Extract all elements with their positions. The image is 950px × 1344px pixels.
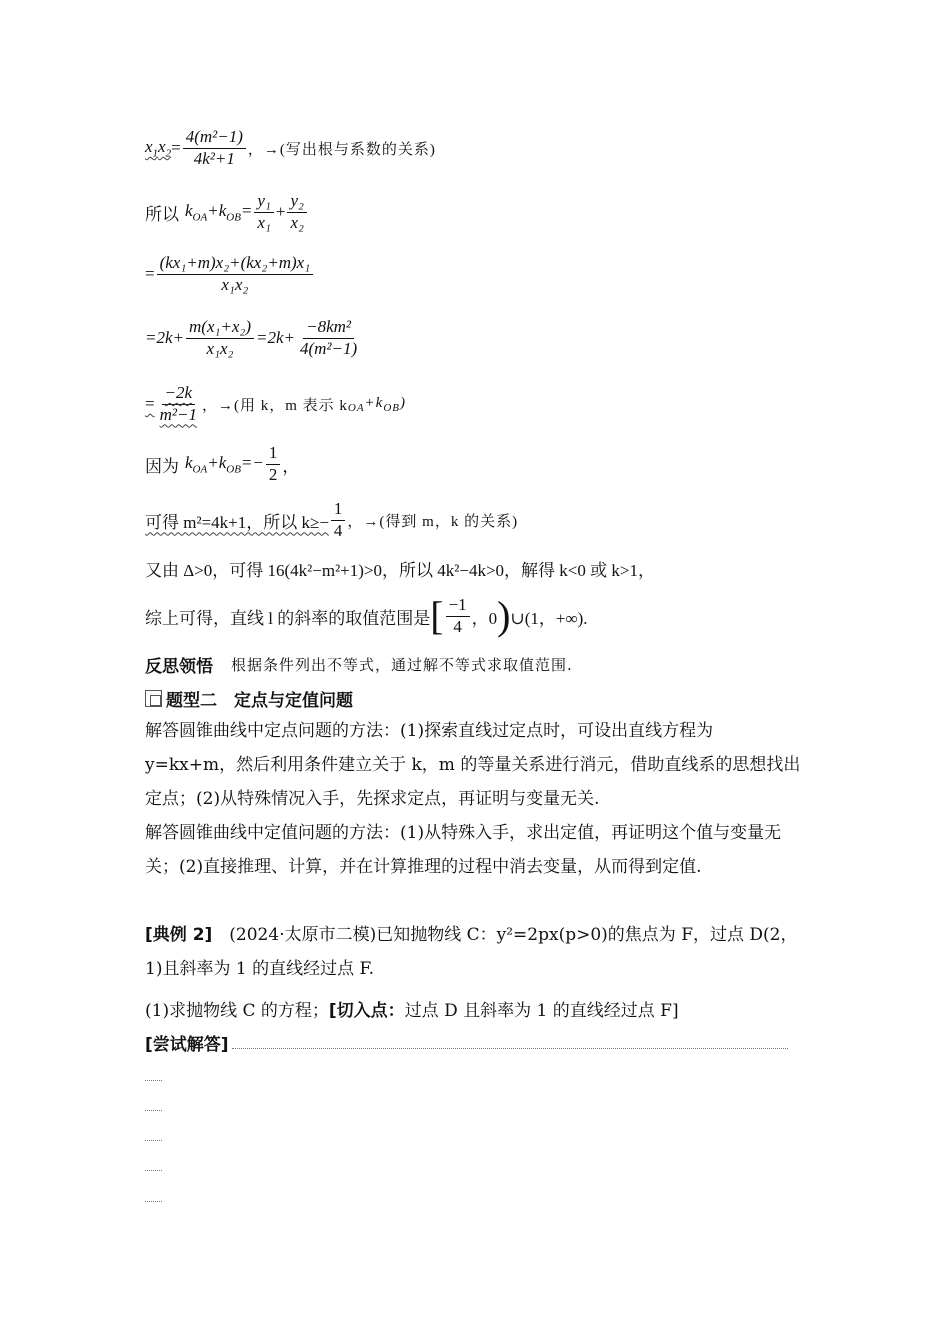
answer-line-4[interactable]	[145, 1170, 162, 1171]
simplify-fraction-2: $\frac{\text{−8km²}}{\text{4(m²−1)}}$	[299, 317, 358, 358]
fixed-point-method-paragraph: 解答圆锥曲线中定点问题的方法：(1)探索直线过定点时，可设出直线方程为 y=kx+m，然后利用条件建立关于 k，m 的等量关系进行消元，借助直线系的思想找出定点；(2)从特殊情况入手，先探求定点，再证明与变量无关.	[145, 721, 801, 809]
range-conclusion-line: 综上可得，直线 l 的斜率的取值范围是 [ $\frac{-1}{4}$ ，0 ) ∪(1，+∞).	[145, 593, 588, 639]
answer-line-0[interactable]	[232, 1048, 788, 1049]
try-answer-line: [尝试解答]	[145, 1035, 229, 1055]
answer-line-5[interactable]	[145, 1201, 162, 1202]
x1x2-expression: $x_1x_2$	[145, 136, 172, 160]
combined-fraction: $\frac{\text{(kx₁+m)x₂+(kx₂+m)x₁}}{\text{x₁x₂}}$	[157, 254, 314, 294]
given-condition-line: 因为 $k_{OA}+k_{OB}=-$ $\frac{1}{2}$ ，	[145, 443, 300, 484]
example-paragraph: [典例 2] (2024·太原市二模)已知抛物线 C：y²=2px(p>0)的焦点为 F，过点 D(2，1)且斜率为 1 的直线经过点 F.	[145, 925, 798, 979]
slope-sum-line: 所以 $k_{OA}+k_{OB}=$ $\frac{\text{y₁}}{\text{x₁}}$ + $\frac{\text{y₂}}{\text{x₂}}$	[145, 192, 309, 232]
quarter-fraction: $\frac{1}{4}$	[331, 500, 346, 540]
vieta-product-fraction: $\frac{\text{4(m²−1)}}{\text{4k²+1}}$	[183, 128, 246, 168]
m-k-relation-line: 可得 m²=4k+1，所以 k≥− $\frac{1}{4}$ ，→(得到 m，k 的关系)	[145, 499, 519, 540]
reflection-line: 反思领悟 根据条件列出不等式，通过解不等式求取值范围.	[145, 656, 573, 677]
discriminant-line: 又由 Δ>0，可得 16(4k²−m²+1)>0，所以 4k²−4k>0，解得 k<0 或 k>1，	[145, 561, 655, 580]
slope-fraction-1: $\frac{\text{y₁}}{\text{x₁}}$	[254, 192, 273, 232]
vieta-product-line: $x_1x_2$ = $\frac{\text{4(m²−1)}}{\text{4k²+1}}$ ，→(写出根与系数的关系)	[145, 127, 436, 168]
simplify-fraction-1: $\frac{\text{m(x₁+x₂)}}{\text{x₁x₂}}$	[186, 318, 254, 358]
result-fraction: $\frac{-2k}{\text{m²−1}}$	[159, 383, 197, 424]
slope-fraction-2: $\frac{\text{y₂}}{\text{x₂}}$	[287, 192, 306, 232]
simplify-line: =2k+ $\frac{\text{m(x₁+x₂)}}{\text{x₁x₂}}$ =2k+ $\frac{\text{−8km²}}{\text{4(m²−1)}}$	[145, 318, 362, 358]
neg-quarter-fraction: $\frac{-1}{4}$	[446, 596, 470, 636]
section-heading: 题型二 定点与定值问题	[145, 686, 353, 711]
combined-fraction-line: = $\frac{\text{(kx₁+m)x₂+(kx₂+m)x₁}}{\text{x₁x₂}}$	[145, 254, 315, 294]
section-icon	[145, 690, 162, 707]
half-fraction: $\frac{1}{2}$	[266, 444, 281, 484]
answer-line-1[interactable]	[145, 1080, 162, 1081]
question-1-line: (1)求抛物线 C 的方程； [切入点： 过点 D 且斜率为 1 的直线经过点 F]	[145, 1001, 679, 1021]
fixed-value-method-paragraph: 解答圆锥曲线中定值问题的方法：(1)从特殊入手，求出定值，再证明这个值与变量无关；(2)直接推理、计算，并在计算推理的过程中消去变量，从而得到定值.	[145, 823, 782, 877]
answer-line-2[interactable]	[145, 1110, 162, 1111]
answer-line-3[interactable]	[145, 1140, 162, 1141]
result-line: = $\frac{-2k}{\text{m²−1}}$ ，→(用 k，m 表示 k $_{OA}+k_{OB}$)	[145, 383, 406, 424]
